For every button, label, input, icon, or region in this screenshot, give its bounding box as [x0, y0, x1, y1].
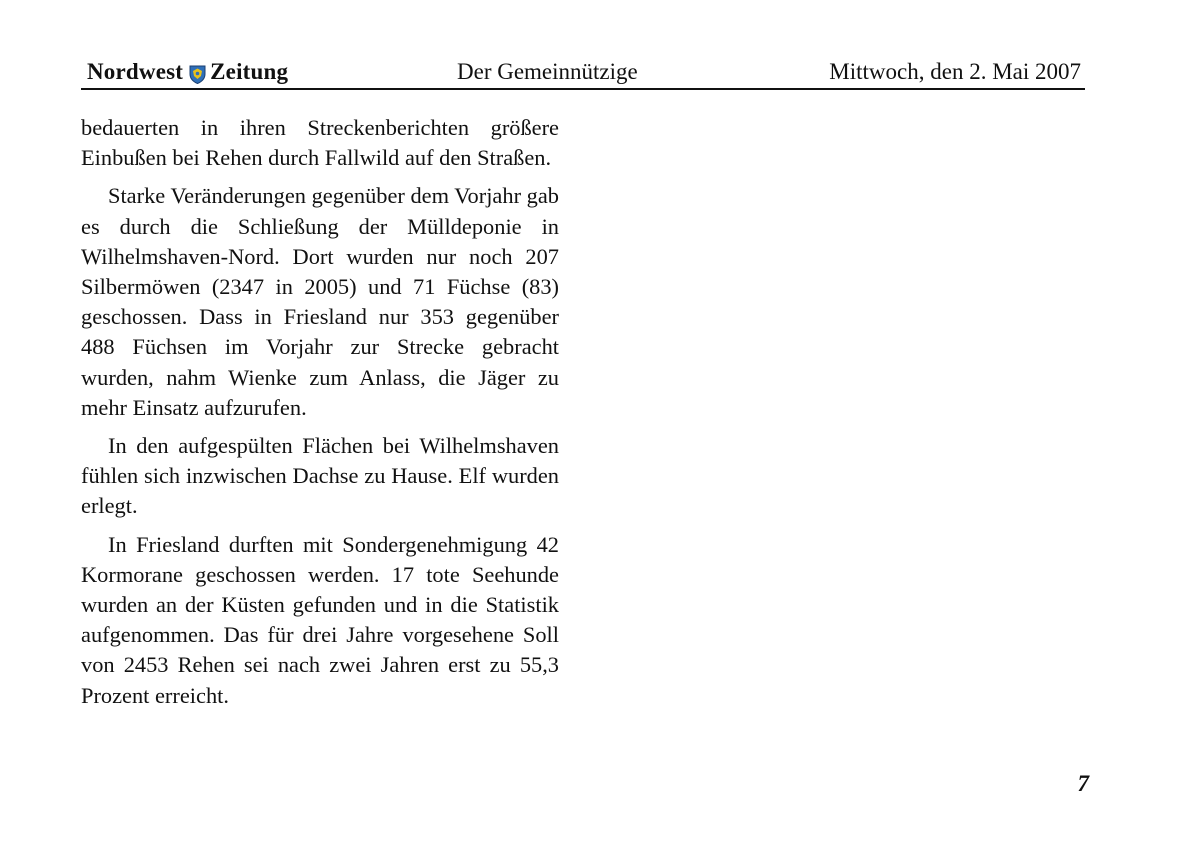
article-paragraph: Starke Veränderungen gegenüber dem Vorjahr gab es durch die Schließung der Mülldeponie in Wilhelmshaven-Nord. Dort wurden nur noch 207 Silbermöwen (2347 in 2005) und 71 Füchse (83) geschossen. Dass in Friesland nur 353 gegenüber 488 Füchsen im Vorjahr zur Strecke gebracht wurden, nahm Wienke zum Anlass, die Jäger zu mehr Einsatz aufzurufen. [81, 183, 559, 420]
article-column [81, 113, 559, 719]
page-header [81, 56, 1085, 90]
article-paragraph: bedauerten in ihren Streckenberichten größere Einbußen bei Rehen durch Fallwild auf den Straßen. [81, 115, 559, 171]
coat-of-arms-icon [189, 64, 206, 83]
article-paragraph: In Friesland durften mit Sondergenehmigung 42 Kormorane geschossen werden. 17 tote Seehunde wurden an der Küsten gefunden und in die Statistik aufgenommen. Das für drei Jahre vorgesehene Soll von 2453 Rehen sei nach zwei Jahren erst zu 55,3 Prozent erreicht. [81, 531, 559, 708]
article-paragraph: In den aufgespülten Flächen bei Wilhelmshaven fühlen sich inzwischen Dachse zu Hause. Elf wurden erlegt. [81, 433, 559, 519]
newspaper-masthead [87, 59, 288, 85]
masthead-name-left: Nordwest [87, 59, 184, 84]
issue-date: Mittwoch, den 2. Mai 2007 [829, 59, 1081, 84]
section-title: Der Gemeinnützige [457, 59, 638, 84]
masthead-name-right: Zeitung [210, 59, 289, 84]
page-number: 7 [1077, 771, 1089, 796]
